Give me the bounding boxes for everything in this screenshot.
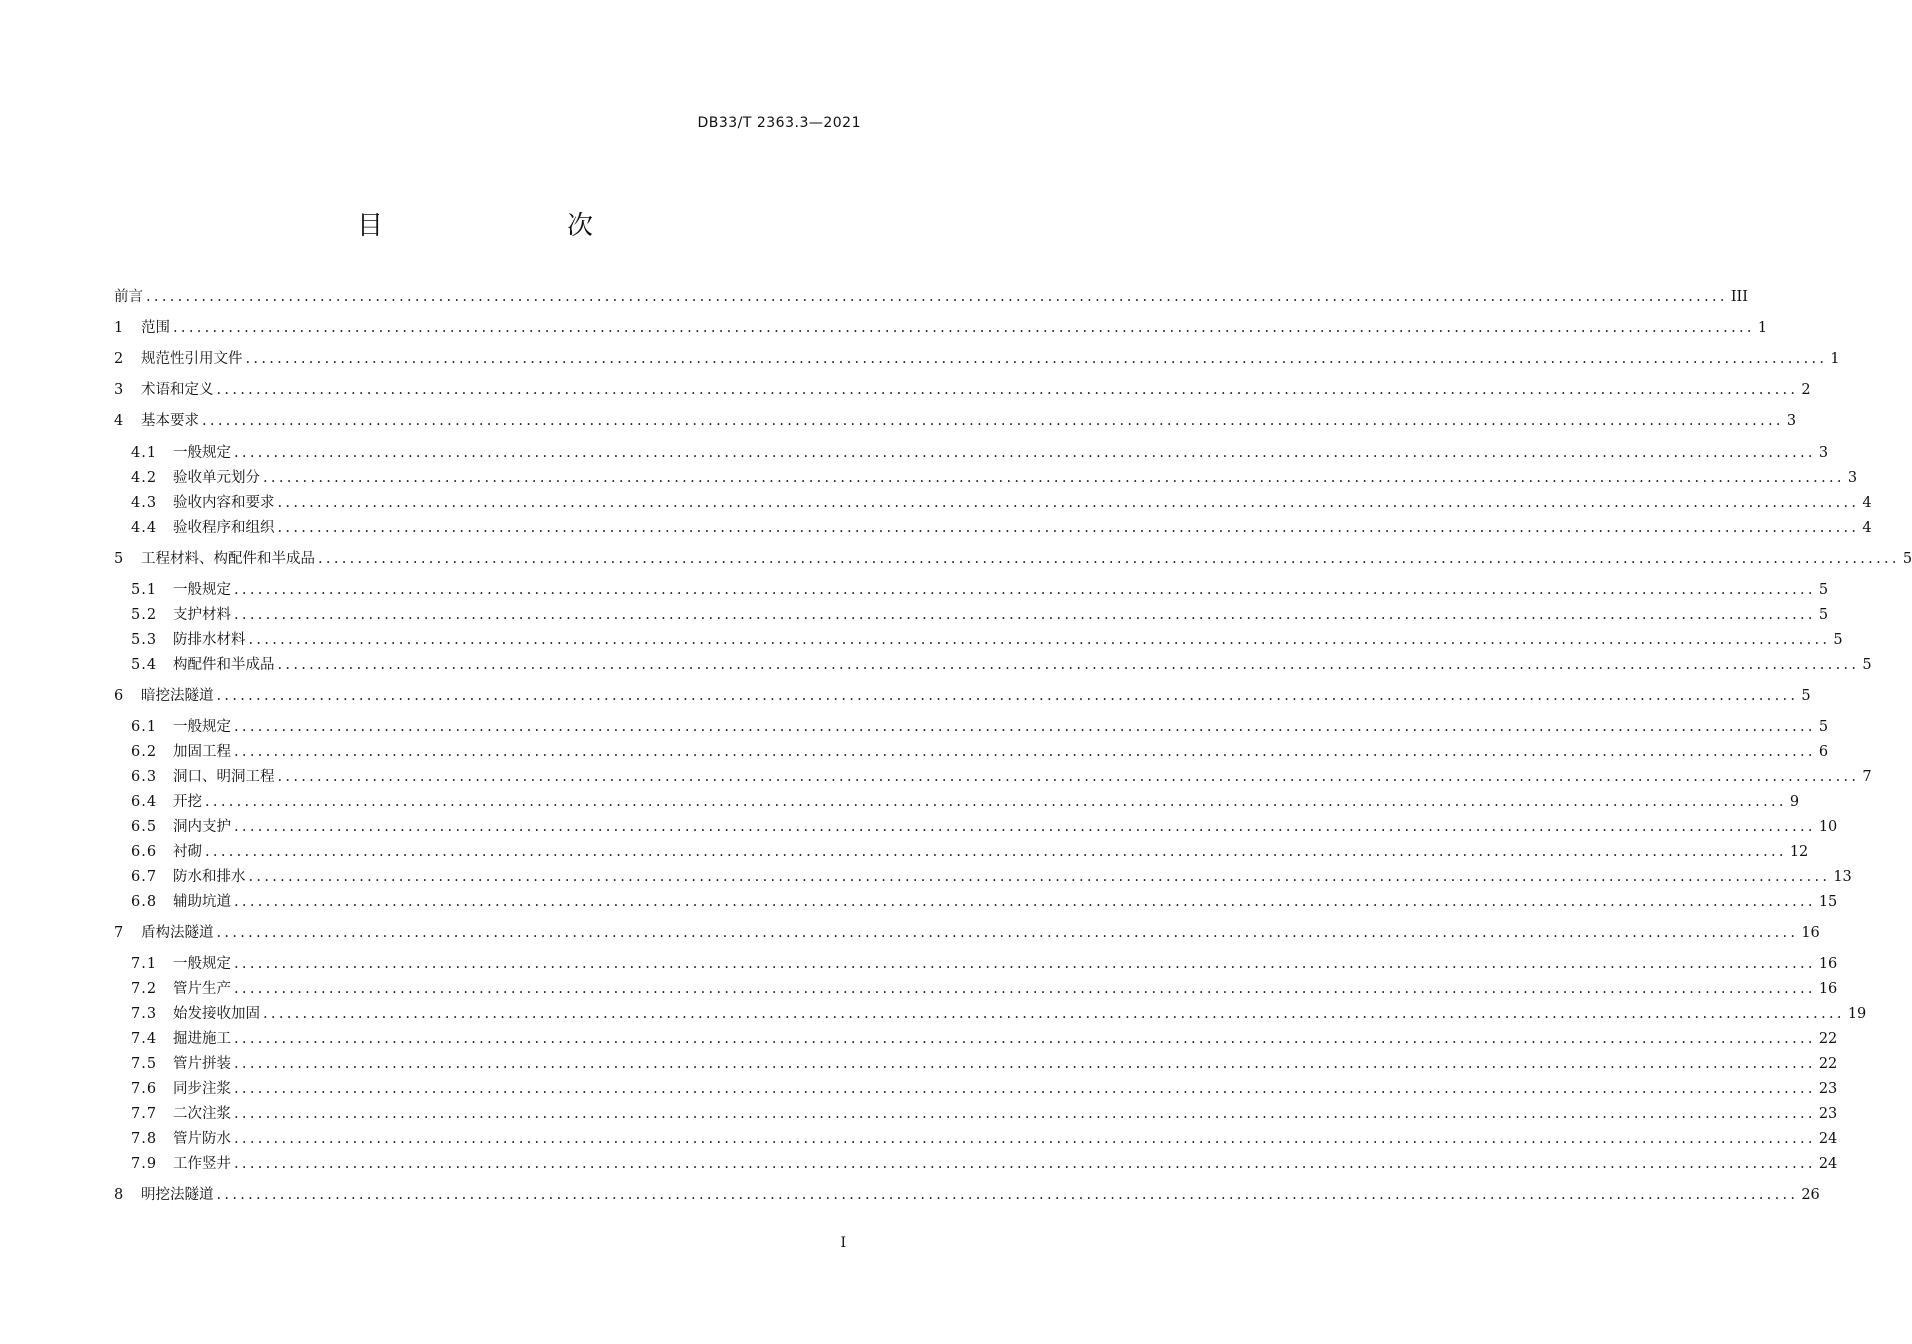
toc-entry-label: 始发接收加固 [173, 1006, 260, 1022]
toc-entry-number: 6.3 [131, 769, 158, 785]
toc-entry[interactable] [131, 742, 1829, 762]
toc-entry-page: 16 [1801, 925, 1820, 941]
toc-entry[interactable] [131, 1079, 1838, 1099]
toc-entry-number: 2 [114, 351, 124, 367]
toc-entry-label: 基本要求 [141, 413, 199, 429]
toc-entry[interactable] [131, 630, 1843, 650]
toc-entry[interactable] [131, 842, 1809, 862]
toc-entry-number: 7.1 [131, 956, 158, 972]
toc-entry-page: 5 [1818, 582, 1829, 598]
page-title: 目 次 [356, 211, 637, 241]
toc-entry-number: 6 [114, 688, 124, 704]
toc-entry-label: 辅助坑道 [173, 894, 231, 910]
toc-entry[interactable] [114, 380, 1811, 400]
toc-entry-number: 7.7 [131, 1106, 158, 1122]
toc-entry-number: 6.7 [131, 869, 158, 885]
toc-entry-label: 规范性引用文件 [141, 351, 243, 367]
toc-entry-page: 5 [1833, 632, 1843, 648]
toc-entry-label: 掘进施工 [173, 1031, 231, 1047]
toc-entry-number: 7.6 [131, 1081, 158, 1097]
toc-entry-number: 4.3 [131, 495, 158, 511]
toc-leader-dots: ........................................................................................................................................................................................................ [216, 925, 1799, 941]
toc-entry[interactable] [131, 979, 1838, 999]
toc-entry[interactable] [131, 1004, 1867, 1024]
toc-entry-label: 一般规定 [173, 445, 231, 461]
toc-entry-page: 1 [1830, 351, 1840, 367]
toc-entry[interactable] [131, 468, 1858, 488]
toc-leader-dots: ........................................................................................................................................................................................................ [234, 445, 1816, 461]
toc-entry-page: 23 [1818, 1081, 1838, 1097]
toc-entry-number: 7.5 [131, 1056, 158, 1072]
toc-entry-number: 6.4 [131, 794, 158, 810]
toc-entry[interactable] [114, 411, 1797, 431]
toc-leader-dots: ........................................................................................................................................................................................................ [234, 894, 1816, 910]
toc-entry-number: 1 [114, 320, 124, 336]
toc-leader-dots: ........................................................................................................................................................................................................ [245, 351, 1828, 367]
toc-entry[interactable] [131, 580, 1829, 600]
toc-entry[interactable] [131, 767, 1872, 787]
toc-entry-number: 8 [114, 1187, 124, 1203]
toc-leader-dots: ........................................................................................................................................................................................................ [277, 657, 1860, 673]
toc-leader-dots: ........................................................................................................................................................................................................ [234, 1081, 1816, 1097]
toc-entry-page: 24 [1818, 1131, 1838, 1147]
toc-leader-dots: ........................................................................................................................................................................................................ [146, 289, 1728, 305]
toc-entry-label: 工程材料、构配件和半成品 [141, 551, 315, 567]
toc-entry-page: 22 [1818, 1031, 1838, 1047]
toc-entry[interactable] [131, 892, 1838, 912]
toc-entry-page: 9 [1789, 794, 1800, 810]
toc-entry-page: 24 [1818, 1156, 1838, 1172]
toc-entry-label: 一般规定 [173, 956, 231, 972]
toc-entry-label: 工作竖井 [173, 1156, 231, 1172]
toc-leader-dots: ........................................................................................................................................................................................................ [234, 719, 1816, 735]
toc-leader-dots: ........................................................................................................................................................................................................ [234, 607, 1816, 623]
toc-entry-label: 洞口、明洞工程 [173, 769, 275, 785]
toc-entry-label: 支护材料 [173, 607, 231, 623]
toc-entry-number: 6.1 [131, 719, 158, 735]
toc-entry[interactable] [114, 686, 1811, 706]
toc-entry-number: 7.2 [131, 981, 158, 997]
toc-entry-number: 5 [114, 551, 124, 567]
toc-entry-page: 5 [1862, 657, 1872, 673]
toc-entry[interactable] [114, 923, 1820, 943]
toc-leader-dots: ........................................................................................................................................................................................................ [277, 520, 1860, 536]
toc-entry-label: 加固工程 [173, 744, 231, 760]
toc-entry[interactable] [131, 443, 1829, 463]
toc-entry-number: 4 [114, 413, 124, 429]
toc-entry-number: 6.2 [131, 744, 158, 760]
toc-leader-dots: ........................................................................................................................................................................................................ [234, 1156, 1816, 1172]
toc-entry[interactable] [114, 349, 1840, 369]
toc-leader-dots: ........................................................................................................................................................................................................ [234, 981, 1816, 997]
toc-entry-label: 管片防水 [173, 1131, 231, 1147]
toc-leader-dots: ........................................................................................................................................................................................................ [248, 632, 1831, 648]
toc-entry-page: 5 [1801, 688, 1811, 704]
toc-entry-label: 管片生产 [173, 981, 231, 997]
toc-entry-label: 二次注浆 [173, 1106, 231, 1122]
toc-entry-number: 7.8 [131, 1131, 158, 1147]
toc-entry-page: 16 [1818, 956, 1838, 972]
toc-entry-page: 16 [1818, 981, 1838, 997]
toc-entry-page: 5 [1818, 607, 1829, 623]
toc-entry-page: 6 [1818, 744, 1829, 760]
toc-leader-dots: ........................................................................................................................................................................................................ [173, 320, 1755, 336]
toc-entry-number: 3 [114, 382, 124, 398]
toc-entry-label: 同步注浆 [173, 1081, 231, 1097]
toc-entry-label: 防排水材料 [173, 632, 246, 648]
toc-entry-label: 构配件和半成品 [173, 657, 275, 673]
toc-entry[interactable] [131, 867, 1852, 887]
toc-entry-label: 防水和排水 [173, 869, 246, 885]
toc-leader-dots: ........................................................................................................................................................................................................ [205, 844, 1787, 860]
toc-entry[interactable] [131, 493, 1872, 513]
toc-entry[interactable] [131, 518, 1872, 538]
toc-entry[interactable] [114, 318, 1768, 338]
toc-entry-page: 15 [1818, 894, 1838, 910]
toc-leader-dots: ........................................................................................................................................................................................................ [234, 1106, 1816, 1122]
toc-entry-page: 3 [1818, 445, 1829, 461]
toc-leader-dots: ........................................................................................................................................................................................................ [216, 1187, 1799, 1203]
toc-entry-label: 盾构法隧道 [141, 925, 214, 941]
toc-entry-page: 3 [1786, 413, 1797, 429]
toc-entry-page: 13 [1833, 869, 1852, 885]
toc-leader-dots: ........................................................................................................................................................................................................ [234, 956, 1816, 972]
standard-code: DB33/T 2363.3—2021 [697, 115, 861, 131]
toc-leader-dots: ........................................................................................................................................................................................................ [216, 688, 1799, 704]
toc-entry-number: 6.8 [131, 894, 158, 910]
toc-entry[interactable] [131, 1154, 1838, 1174]
toc-entry-page: 22 [1818, 1056, 1838, 1072]
toc-entry-number: 5.1 [131, 582, 158, 598]
toc-entry[interactable] [131, 954, 1838, 974]
toc-leader-dots: ........................................................................................................................................................................................................ [234, 819, 1816, 835]
toc-entry-page: 1 [1757, 320, 1768, 336]
toc-leader-dots: ........................................................................................................................................................................................................ [205, 794, 1787, 810]
toc-entry[interactable] [131, 1054, 1838, 1074]
toc-entry[interactable] [131, 817, 1838, 837]
toc-leader-dots: ........................................................................................................................................................................................................ [277, 495, 1860, 511]
toc-leader-dots: ........................................................................................................................................................................................................ [318, 551, 1900, 567]
toc-entry-page: 2 [1801, 382, 1811, 398]
toc-entry-page: 26 [1801, 1187, 1820, 1203]
toc-leader-dots: ........................................................................................................................................................................................................ [234, 1031, 1816, 1047]
toc-entry-number: 4.1 [131, 445, 158, 461]
toc-entry-page: 4 [1862, 495, 1872, 511]
toc-entry-page: 19 [1847, 1006, 1867, 1022]
toc-leader-dots: ........................................................................................................................................................................................................ [248, 869, 1831, 885]
toc-leader-dots: ........................................................................................................................................................................................................ [263, 1006, 1845, 1022]
toc-entry-label: 范围 [141, 320, 170, 336]
toc-entry[interactable] [131, 1029, 1838, 1049]
toc-entry-label: 开挖 [173, 794, 202, 810]
toc-leader-dots: ........................................................................................................................................................................................................ [263, 470, 1845, 486]
toc-leader-dots: ........................................................................................................................................................................................................ [234, 744, 1816, 760]
toc-leader-dots: ........................................................................................................................................................................................................ [234, 582, 1816, 598]
toc-entry[interactable] [131, 1104, 1838, 1124]
toc-entry[interactable] [114, 549, 1912, 569]
toc-entry-label: 管片拼装 [173, 1056, 231, 1072]
toc-entry-page: 10 [1818, 819, 1838, 835]
toc-entry-label: 暗挖法隧道 [141, 688, 214, 704]
toc-entry-number: 5.3 [131, 632, 158, 648]
toc-entry-label: 明挖法隧道 [141, 1187, 214, 1203]
toc-leader-dots: ........................................................................................................................................................................................................ [277, 769, 1860, 785]
toc-entry[interactable] [131, 605, 1829, 625]
toc-entry-number: 7.4 [131, 1031, 158, 1047]
toc-entry-label: 衬砌 [173, 844, 202, 860]
toc-entry-page: 7 [1862, 769, 1872, 785]
toc-entry-page: 12 [1789, 844, 1809, 860]
toc-entry-page: 5 [1818, 719, 1829, 735]
toc-entry-label: 验收程序和组织 [173, 520, 275, 536]
page-number: I [840, 1235, 846, 1251]
toc-entry-page: 3 [1847, 470, 1858, 486]
toc-entry-number: 6.6 [131, 844, 158, 860]
toc-entry-label: 验收单元划分 [173, 470, 260, 486]
toc-entry-number: 4.2 [131, 470, 158, 486]
toc-entry-number: 7 [114, 925, 124, 941]
toc-entry-number: 5.4 [131, 657, 158, 673]
toc-entry[interactable] [131, 655, 1872, 675]
toc-entry-number: 6.5 [131, 819, 158, 835]
toc-entry-label: 验收内容和要求 [173, 495, 275, 511]
toc-entry-number: 4.4 [131, 520, 158, 536]
toc-entry-number: 7.9 [131, 1156, 158, 1172]
toc-entry[interactable] [131, 717, 1829, 737]
toc-entry-page: 23 [1818, 1106, 1838, 1122]
toc-entry[interactable] [114, 1185, 1820, 1205]
toc-entry-label: 一般规定 [173, 582, 231, 598]
toc-entry-label: 洞内支护 [173, 819, 231, 835]
toc-entry[interactable] [131, 792, 1800, 812]
toc-leader-dots: ........................................................................................................................................................................................................ [202, 413, 1784, 429]
toc-entry[interactable] [131, 1129, 1838, 1149]
toc-entry-page: III [1730, 289, 1749, 305]
toc-entry-page: 5 [1902, 551, 1912, 567]
toc-leader-dots: ........................................................................................................................................................................................................ [216, 382, 1799, 398]
toc-entry-label: 术语和定义 [141, 382, 214, 398]
toc-entry-label: 一般规定 [173, 719, 231, 735]
toc-leader-dots: ........................................................................................................................................................................................................ [234, 1056, 1816, 1072]
toc-leader-dots: ........................................................................................................................................................................................................ [234, 1131, 1816, 1147]
toc-entry-number: 7.3 [131, 1006, 158, 1022]
toc-entry-number: 5.2 [131, 607, 158, 623]
toc-entry-label: 前言 [114, 289, 143, 305]
toc-entry-page: 4 [1862, 520, 1872, 536]
toc-entry[interactable] [114, 287, 1749, 307]
